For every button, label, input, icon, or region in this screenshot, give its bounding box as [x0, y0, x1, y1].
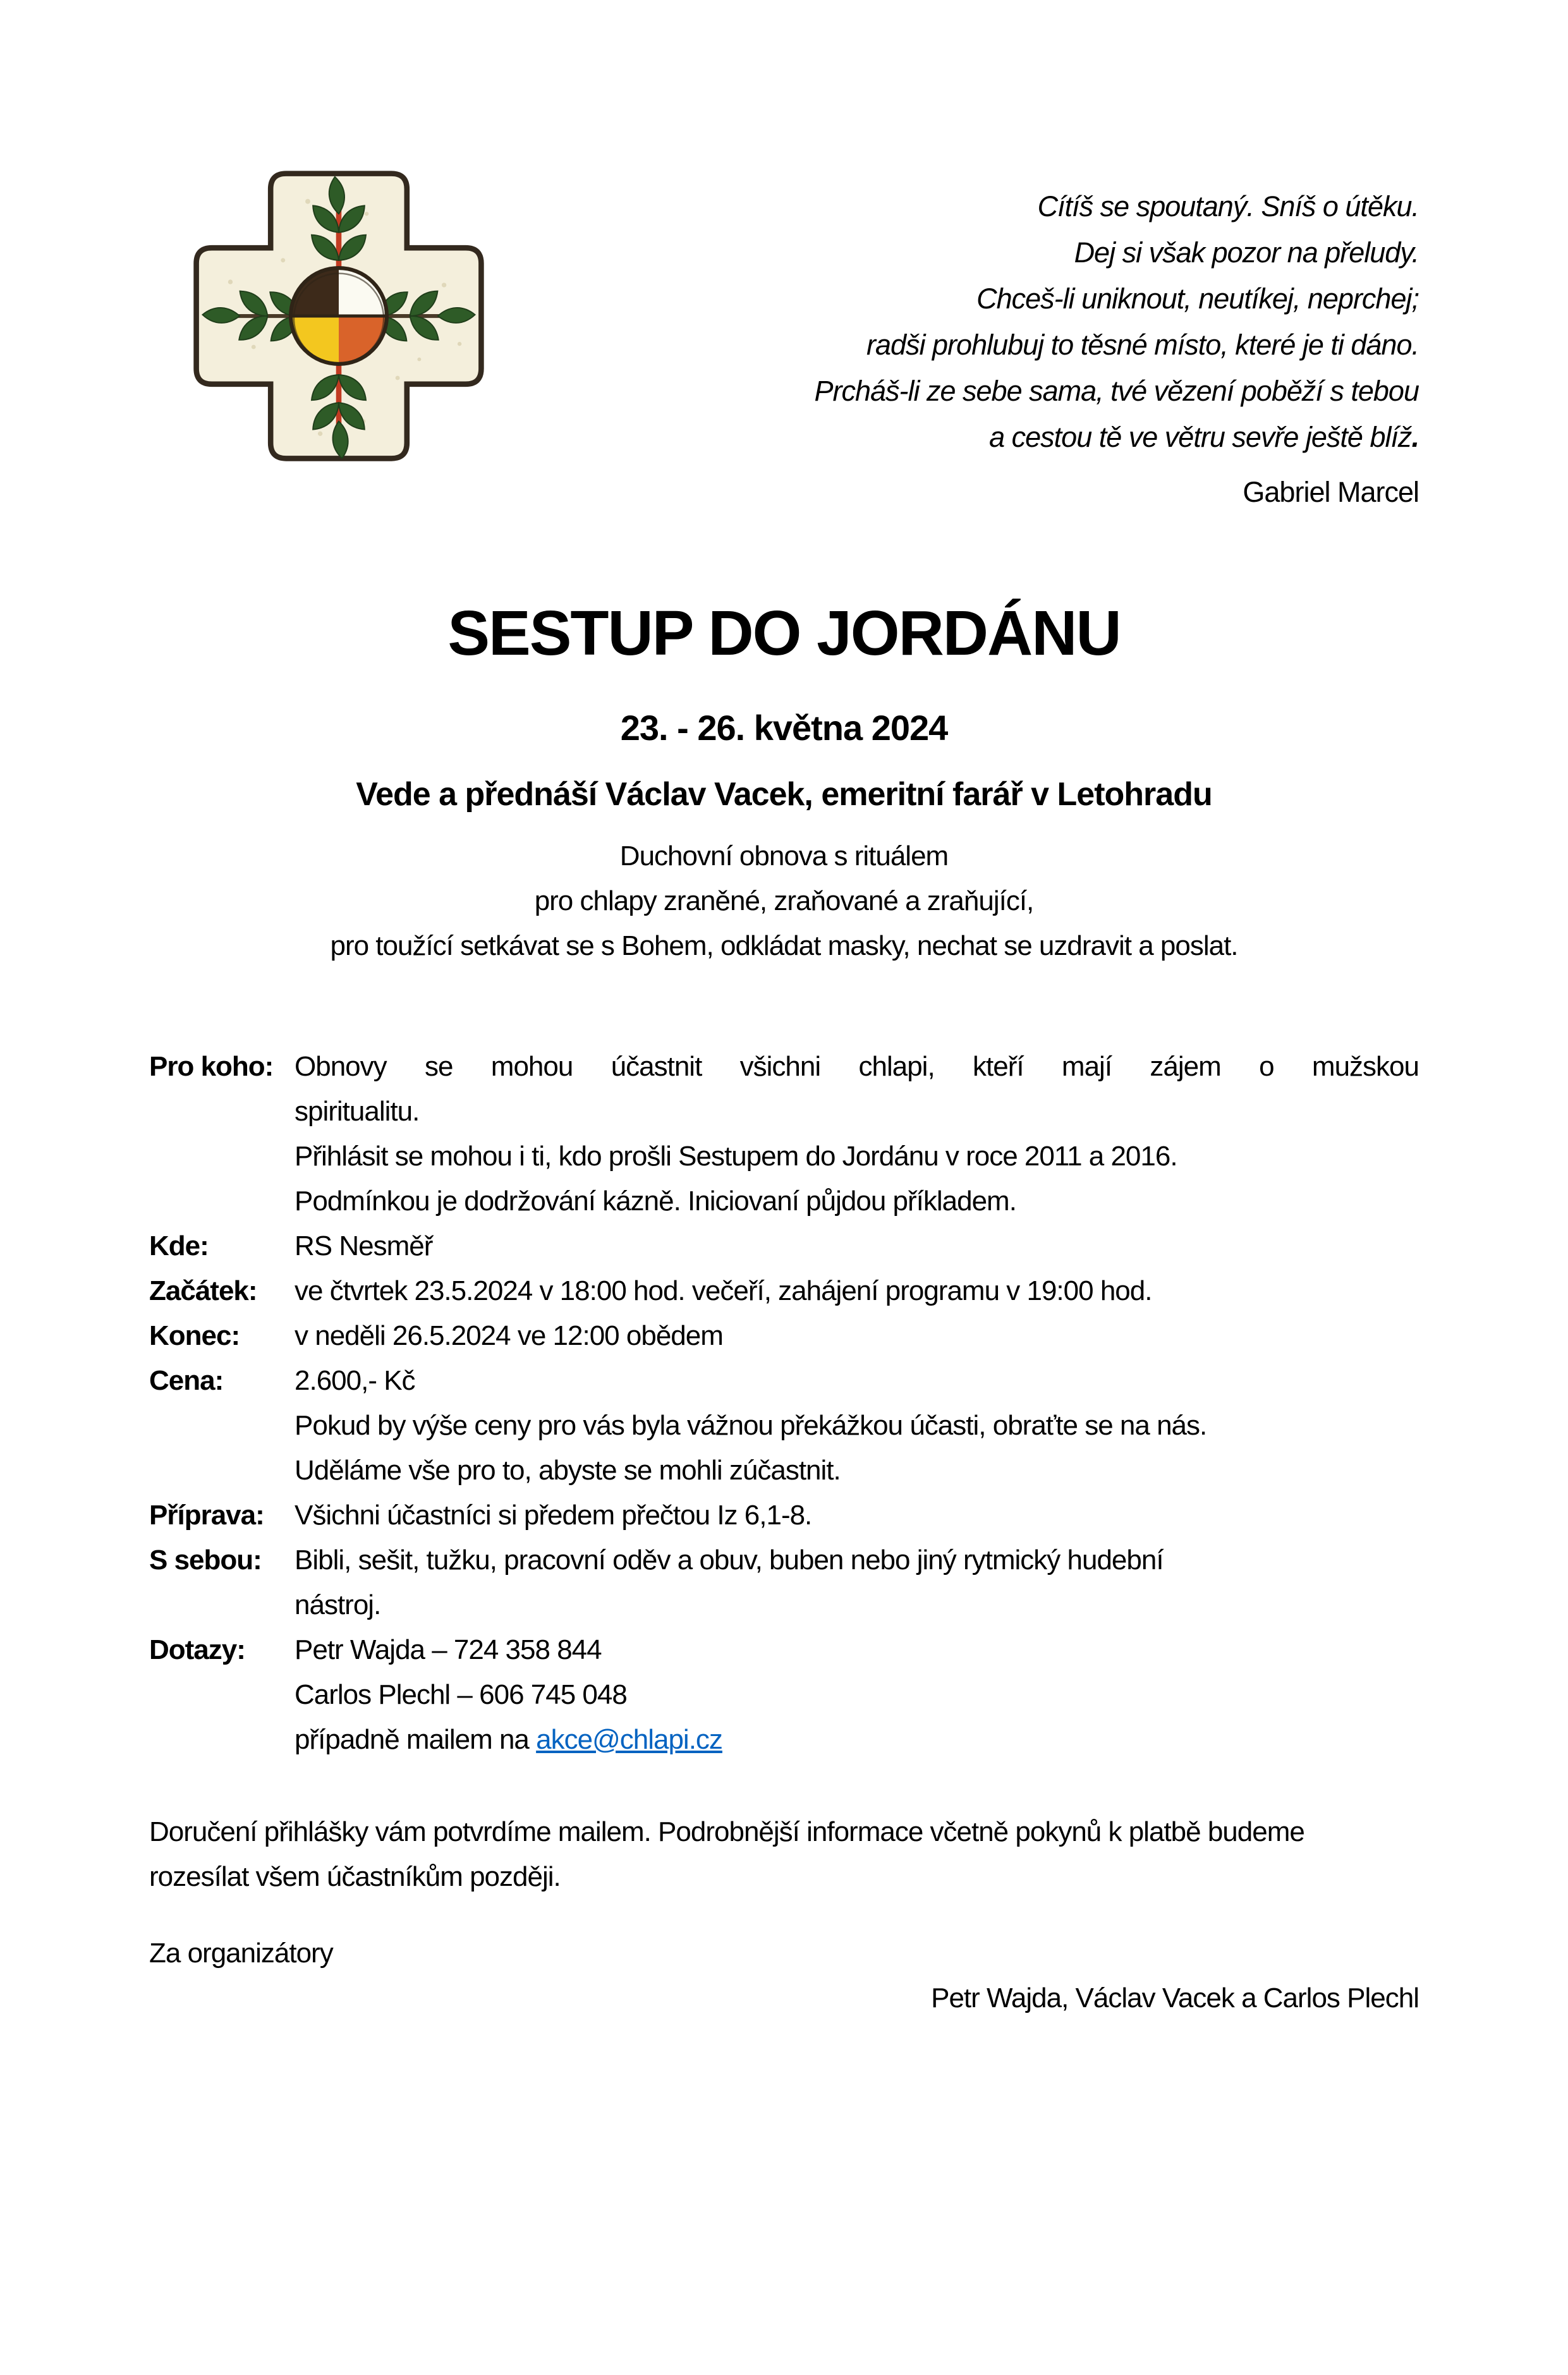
quote-author: Gabriel Marcel — [1243, 476, 1419, 508]
contact-line: Carlos Plechl – 606 745 048 — [295, 1679, 627, 1710]
value-line: Bibli, sešit, tužku, pracovní oděv a obuv, buben nebo jiný rytmický hudební — [295, 1545, 1164, 1576]
quote-line: radši prohlubuj to těsné místo, které je ti dáno. — [866, 329, 1419, 361]
email-link[interactable]: akce@chlapi.cz — [536, 1724, 722, 1755]
detail-value — [295, 1044, 1419, 1224]
detail-row-konec — [149, 1313, 1419, 1358]
detail-value — [295, 1538, 1419, 1627]
value-line: nástroj. — [295, 1589, 381, 1620]
motto-quote — [814, 183, 1419, 515]
detail-label: Cena: — [149, 1365, 224, 1396]
detail-label: Příprava: — [149, 1500, 264, 1531]
detail-value — [295, 1627, 1419, 1762]
value-line: Podmínkou je dodržování kázně. Iniciovaní půjdou příkladem. — [295, 1186, 1016, 1217]
contact-line: případně mailem na akce@chlapi.cz — [295, 1724, 722, 1755]
detail-label: Pro koho: — [149, 1051, 274, 1082]
closing-line: Za organizátory — [149, 1938, 333, 1969]
medicine-wheel — [291, 268, 387, 364]
intro-line: Duchovní obnova s rituálem — [619, 841, 949, 872]
detail-row-zacatek — [149, 1268, 1419, 1313]
value-line: Uděláme vše pro to, abyste se mohli zúčastnit. — [295, 1455, 841, 1486]
detail-label: Začátek: — [149, 1275, 257, 1306]
value-line: 2.600,- Kč — [295, 1365, 415, 1396]
paragraph-line: Doručení přihlášky vám potvrdíme mailem. Podrobnější informace včetně pokynů k platbě budeme — [149, 1816, 1304, 1847]
detail-label: Kde: — [149, 1230, 209, 1261]
contact-line: Petr Wajda – 724 358 844 — [295, 1634, 602, 1665]
document-page — [0, 158, 1568, 2020]
quote-line: a cestou tě ve větru sevře ještě blíž. — [989, 421, 1419, 453]
paragraph-line: rozesílat všem účastníkům později. — [149, 1861, 561, 1892]
intro-line: pro toužící setkávat se s Bohem, odkládat masky, nechat se uzdravit a poslat. — [330, 930, 1238, 961]
quote-line: Chceš-li uniknout, neutíkej, neprchej; — [976, 282, 1419, 315]
detail-value — [295, 1358, 1419, 1493]
value-line: spiritualitu. — [295, 1096, 420, 1127]
quote-line: Dej si však pozor na přeludy. — [1074, 236, 1419, 269]
detail-value: v neděli 26.5.2024 ve 12:00 obědem — [295, 1320, 723, 1351]
intro-line: pro chlapy zraněné, zraňované a zraňující, — [534, 885, 1034, 916]
detail-value: Všichni účastníci si předem přečtou Iz 6,1-8. — [295, 1500, 812, 1531]
value-line: Pokud by výše ceny pro vás byla vážnou překážkou účasti, obraťte se na nás. — [295, 1410, 1207, 1441]
event-intro — [149, 834, 1419, 968]
detail-row-priprava — [149, 1493, 1419, 1538]
detail-label: Konec: — [149, 1320, 240, 1351]
event-leader: Vede a přednáší Václav Vacek, emeritní farář v Letohradu — [356, 776, 1212, 813]
medicine-wheel-cross-logo — [181, 161, 497, 471]
detail-value: ve čtvrtek 23.5.2024 v 18:00 hod. večeří, zahájení programu v 19:00 hod. — [295, 1275, 1152, 1306]
organizers-signature: Petr Wajda, Václav Vacek a Carlos Plechl — [931, 1983, 1419, 2014]
page-title: SESTUP DO JORDÁNU — [447, 598, 1121, 669]
value-line: Obnovy se mohou účastnit všichni chlapi, kteří mají zájem o mužskou — [295, 1051, 1419, 1082]
detail-label: Dotazy: — [149, 1634, 245, 1665]
quote-line: Cítíš se spoutaný. Sníš o útěku. — [1037, 190, 1419, 222]
detail-row-kde — [149, 1224, 1419, 1268]
detail-row-pro-koho — [149, 1044, 1419, 1224]
detail-row-s-sebou — [149, 1538, 1419, 1627]
value-line: Přihlásit se mohou i ti, kdo prošli Sestupem do Jordánu v roce 2011 a 2016. — [295, 1141, 1177, 1172]
event-date-range: 23. - 26. května 2024 — [620, 708, 948, 748]
detail-value: RS Nesměř — [295, 1230, 433, 1261]
detail-label: S sebou: — [149, 1545, 262, 1576]
detail-rows — [149, 1044, 1419, 1762]
quote-line: Prcháš-li ze sebe sama, tvé vězení poběží s tebou — [814, 375, 1419, 407]
confirmation-paragraph — [149, 1809, 1419, 1899]
detail-row-dotazy — [149, 1627, 1419, 1762]
detail-row-cena — [149, 1358, 1419, 1493]
document-header — [149, 158, 1419, 550]
quote-final-period: . — [1411, 421, 1419, 453]
